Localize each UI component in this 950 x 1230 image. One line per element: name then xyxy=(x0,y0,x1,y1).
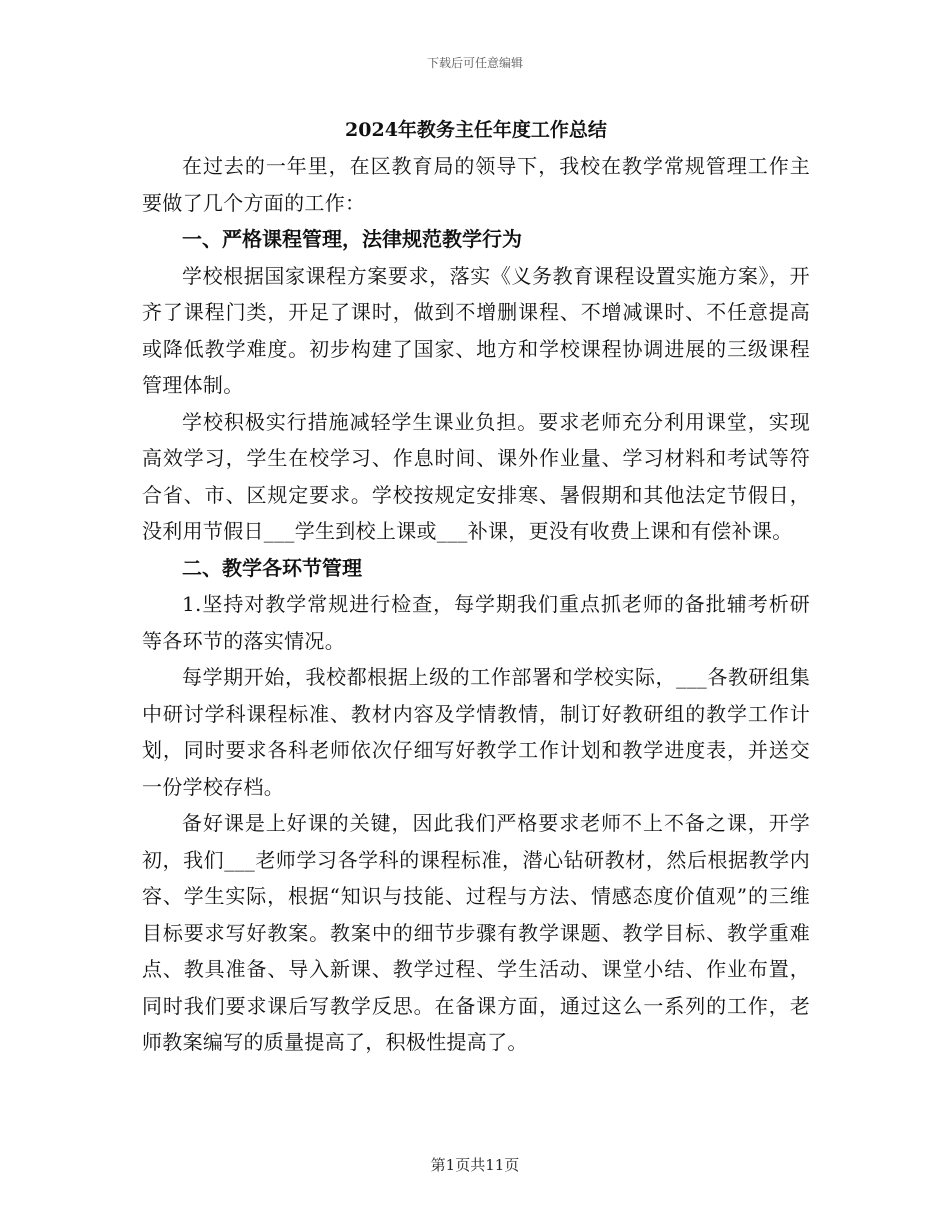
section-heading-2: 二、教学各环节管理 xyxy=(182,555,362,580)
document-title: 2024年教务主任年度工作总结 xyxy=(345,119,607,141)
paragraph-lesson-prep: 备好课是上好课的关键，因此我们严格要求老师不上不备之课，开学初，我们___老师学习各学科的课程标准，潜心钻研教材，然后根据教学内容、学生实际，根据“知识与技能、过程与方法、情感态度价值观”的三维目标要求写好教案。教案中的细节步骤有教学课题、教学目标、教学重难点、教具准备、导入新课、教学过程、学生活动、课堂小结、作业布置，同时我们要求课后写教学反思。在备课方面，通过这么一系列的工作，老师教案编写的质量提高了，积极性提高了。 xyxy=(142,811,810,1054)
paragraph-semester-start: 每学期开始，我校都根据上级的工作部署和学校实际，___各教研组集中研讨学科课程标准、教材内容及学情教情，制订好教研组的教学工作计划，同时要求各科老师依次仔细写好教学工作计划和教学进度表，并送交一份学校存档。 xyxy=(142,665,810,799)
section-heading-1: 一、严格课程管理，法律规范教学行为 xyxy=(182,227,522,251)
paragraph-inspection: 1.坚持对教学常规进行检查，每学期我们重点抓老师的备批辅考析研等各环节的落实情况。 xyxy=(142,592,810,653)
header-note: 下载后可任意编辑 xyxy=(426,56,523,70)
document-body xyxy=(142,112,810,1061)
paragraph-burden: 学校积极实行措施减轻学生课业负担。要求老师充分利用课堂，实现高效学习，学生在校学习、作息时间、课外作业量、学习材料和考试等符合省、市、区规定要求。学校按规定安排寒、暑假期和其他法定节假日，没利用节假日___学生到校上课或___补课，更没有收费上课和有偿补课。 xyxy=(142,409,810,543)
page-footer: 第1页共11页 xyxy=(430,1156,520,1174)
intro-paragraph: 在过去的一年里，在区教育局的领导下，我校在教学常规管理工作主要做了几个方面的工作： xyxy=(142,154,810,215)
paragraph-curriculum: 学校根据国家课程方案要求，落实《义务教育课程设置实施方案》，开齐了课程门类，开足了课时，做到不增删课程、不增减课时、不任意提高或降低教学难度。初步构建了国家、地方和学校课程协调进展的三级课程管理体制。 xyxy=(142,263,810,397)
